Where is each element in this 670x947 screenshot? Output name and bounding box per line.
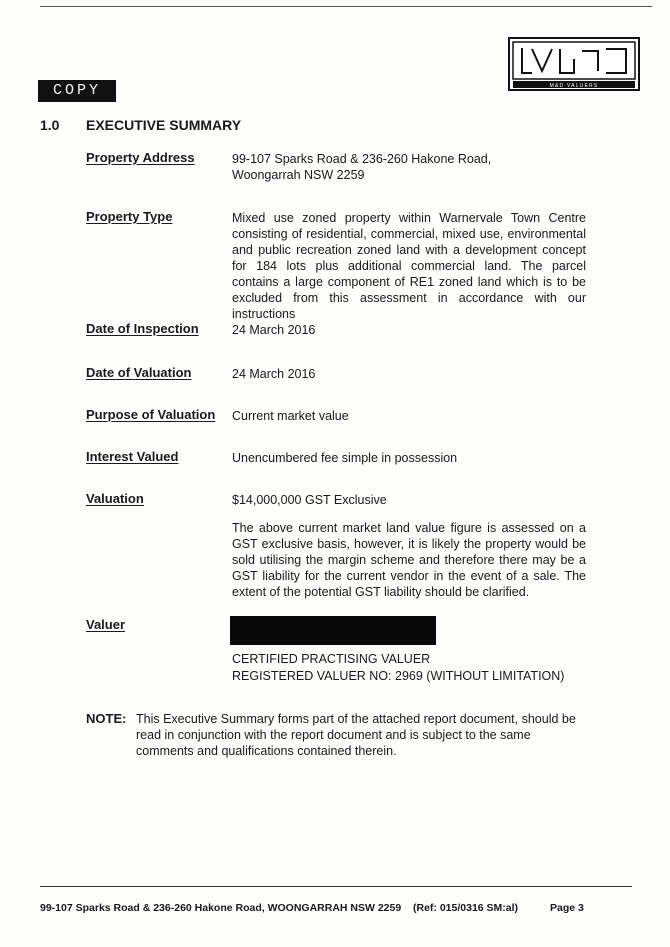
valuer-label: Valuer [86,617,126,632]
note-text: This Executive Summary forms part of the attached report document, should be read in conjunction with the report document and is subject to the same comments and qualifications contained therein. [136,712,576,758]
footer-address: 99-107 Sparks Road & 236-260 Hakone Road, WOONGARRAH NSW 2259 [40,902,402,914]
valuation-date-value: 24 March 2016 [232,367,316,381]
property-address-line1: 99-107 Sparks Road & 236-260 Hakone Road, [232,152,492,166]
footer-divider [40,886,632,887]
property-address-label: Property Address [86,150,195,165]
interest-label: Interest Valued [86,449,179,464]
purpose-label: Purpose of Valuation [86,407,216,422]
valuation-amount: $14,000,000 GST Exclusive [232,493,387,507]
valuation-date-label: Date of Valuation [86,365,192,380]
section-title: EXECUTIVE SUMMARY [86,117,242,133]
valuation-label: Valuation [86,491,144,506]
company-logo [508,37,640,91]
valuer-credential-line1: CERTIFIED PRACTISING VALUER [232,652,431,666]
top-border-line [40,6,652,7]
property-address-value [232,151,586,183]
valuation-note: The above current market land value figure is assessed on a GST exclusive basis, however, it is likely the property would be sold utilising the margin scheme and therefore there may be a GST liability for the current vendor in the event of a sale. The extent of the potential GST liability should be clarified. [232,521,586,599]
valuer-credentials [232,651,564,685]
property-type-label: Property Type [86,209,173,224]
valuer-credential-line2: REGISTERED VALUER NO: 2969 (WITHOUT LIMITATION) [232,669,565,683]
logo-text: M&D VALUERS [549,83,599,89]
purpose-value: Current market value [232,409,349,423]
footer-reference: (Ref: 015/0316 SM:al) [413,902,519,914]
property-type-value: Mixed use zoned property within Warnervale Town Centre consisting of residential, commercial, mixed use, environmental and public recreation zoned land with a development concept for 184 lots plus additional commercial land. The parcel contains a large component of RE1 zoned land which is to be excluded from this assessment in accordance with our instructions [232,211,586,321]
copy-stamp: COPY [38,80,116,102]
property-address-line2: Woongarrah NSW 2259 [232,168,365,182]
redacted-signature [230,616,436,645]
interest-value: Unencumbered fee simple in possession [232,451,458,465]
note-label: NOTE: [86,711,127,726]
inspection-date-label: Date of Inspection [86,321,199,336]
inspection-date-value: 24 March 2016 [232,323,316,337]
section-number: 1.0 [40,117,60,133]
page-number: Page 3 [550,902,584,914]
